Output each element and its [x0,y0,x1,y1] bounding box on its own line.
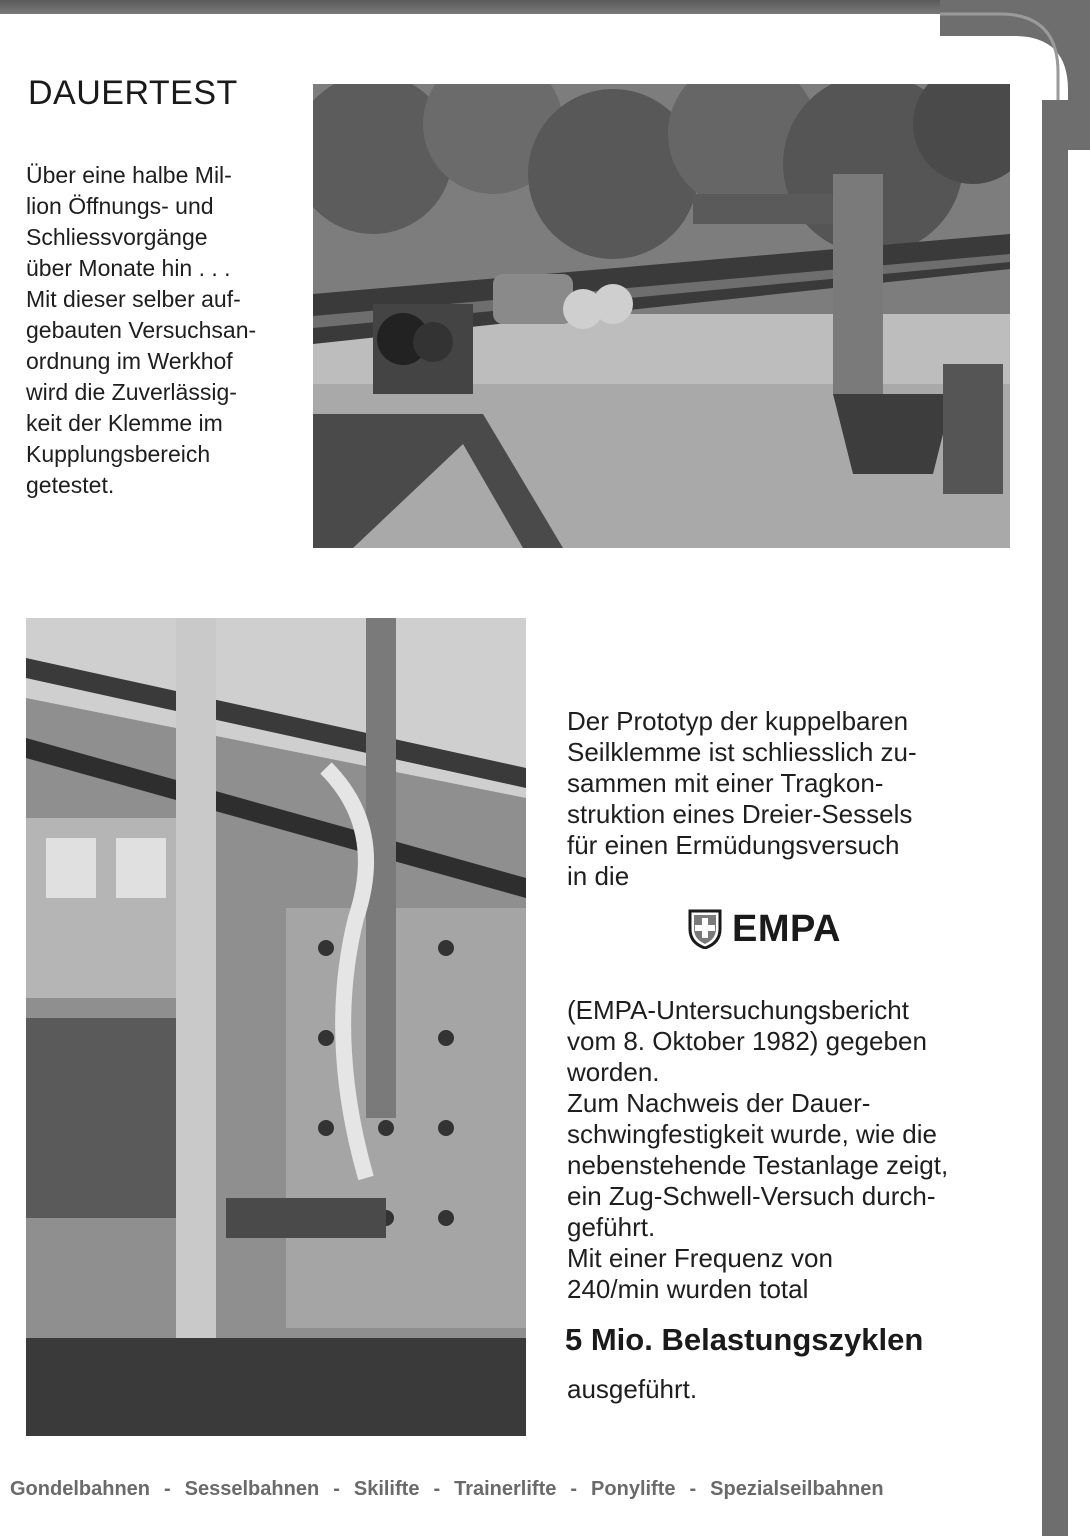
empa-wordmark: EMPA [732,907,841,950]
footer-separator: - [689,1478,697,1500]
prototype-text: Der Prototyp der kuppelbaren Seilklemme ist schliesslich zu- sammen mit einer Tragkon- struktion eines Dreier-Sessels für einen Ermüdungsversuch in die [567,706,917,891]
footer-item: Sesselbahnen [184,1478,320,1500]
footer-item: Spezialseilbahnen [710,1478,884,1500]
rail-test-rig-photo [313,84,1010,548]
page-title: DAUERTEST [28,74,238,112]
footer-separator: - [570,1478,578,1500]
right-frame-bar [1042,100,1068,1536]
intro-text: Über eine halbe Mil- lion Öffnungs- und Schliessvorgänge über Monate hin . . . Mit dieser selber auf- gebauten Versuchsan- ordnung im Werkhof wird die Zuverlässig- keit der Klemme im Kupplungsbereich getestet. [26,162,257,498]
footer-separator: - [333,1478,340,1500]
footer-separator: - [433,1478,441,1500]
closing-text: ausgeführt. [567,1374,698,1404]
load-cycles-highlight: 5 Mio. Belastungszyklen [565,1322,924,1357]
empa-logo [688,905,841,953]
footer-item: Skilifte [353,1478,420,1500]
swiss-shield-icon [688,909,722,949]
footer-item: Trainerlifte [454,1478,557,1500]
top-frame-bar [0,0,1090,14]
footer-item: Ponylifte [591,1478,676,1500]
footer-item: Gondelbahnen [10,1478,150,1500]
fatigue-test-stand-photo [26,618,526,1436]
product-footer [10,1478,1030,1501]
report-text: (EMPA-Untersuchungsbericht vom 8. Oktober 1982) gegeben worden. Zum Nachweis der Dauer- schwingfestigkeit wurde, wie die nebenstehende Testanlage zeigt, ein Zug-Schwell-Versuch durch- geführt. Mit einer Frequenz von 240/min wurden total [567,995,949,1304]
footer-separator: - [164,1478,171,1500]
